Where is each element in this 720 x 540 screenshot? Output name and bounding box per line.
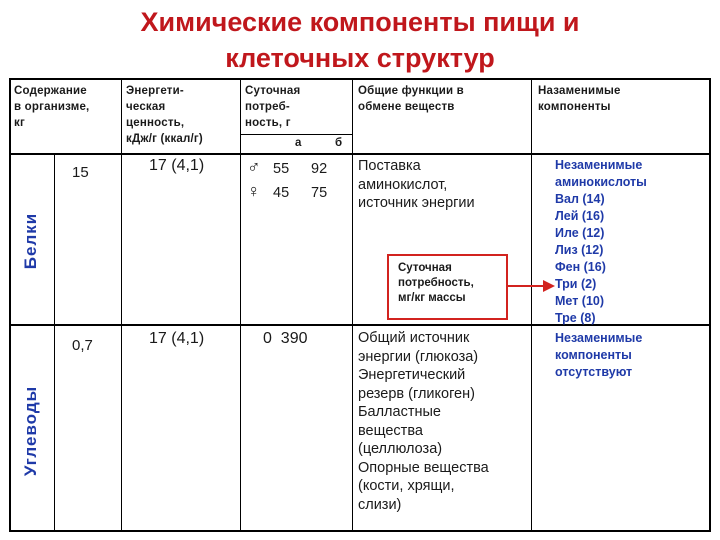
col-divider-1 [54, 153, 55, 530]
carbs-essential: Незаменимые компоненты отсутствуют [555, 331, 643, 379]
header-functions: Общие функции в обмене веществ [358, 85, 464, 113]
proteins-daily-female: ♀ 45 75 [247, 181, 328, 201]
header-daily: Суточная потреб- ность, г [245, 85, 301, 129]
header-divider [9, 153, 711, 155]
carbs-content: 0,7 [72, 337, 93, 354]
male-icon: ♂ [247, 157, 261, 177]
row-label-carbohydrates: Углеводы [21, 385, 40, 477]
carbs-functions: Общий источник энергии (глюкоза) Энергетический резерв (гликоген) Балластные вещества (целлюлоза) Опорные вещества (кости, хрящи, слизи) [358, 330, 489, 513]
col-divider-4 [352, 78, 353, 530]
female-icon: ♀ [247, 181, 261, 201]
col-divider-3 [240, 78, 241, 530]
header-daily-a: а [295, 137, 302, 149]
row-label-proteins: Белки [21, 212, 40, 270]
proteins-functions: Поставка аминокислот, источник энергии [358, 158, 475, 211]
proteins-content: 15 [72, 164, 89, 181]
header-energy: Энергети- ческая ценность, кДж/г (ккал/г) [126, 85, 203, 145]
carbs-daily: 0 390 [263, 330, 308, 347]
header-daily-b: б [335, 137, 343, 149]
proteins-energy: 17 (4,1) [149, 157, 205, 174]
callout-arrow-icon [507, 276, 557, 296]
title-line-1: Химические компоненты пищи и [140, 7, 580, 37]
col-divider-5 [531, 78, 532, 530]
proteins-daily [247, 158, 351, 206]
col-divider-2 [121, 78, 122, 530]
daily-need-callout: Суточная потребность, мг/кг массы [387, 254, 508, 320]
header-content: Содержание в организме, кг [14, 85, 90, 129]
header-essential: Назаменимые компоненты [538, 85, 621, 113]
title-line-2: клеточных структур [225, 43, 495, 73]
table-border-top [9, 78, 711, 80]
proteins-essential: Незаменимые аминокислоты Вал (14) Лей (16) Иле (12) Лиз (12) Фен (16) Три (2) Мет (10) Тре (8) [555, 158, 647, 325]
table-border-left [9, 78, 11, 532]
table-border-bottom [9, 530, 711, 532]
carbs-energy: 17 (4,1) [149, 330, 205, 347]
proteins-daily-male: ♂ 55 92 [247, 157, 328, 177]
table-border-right [709, 78, 711, 532]
